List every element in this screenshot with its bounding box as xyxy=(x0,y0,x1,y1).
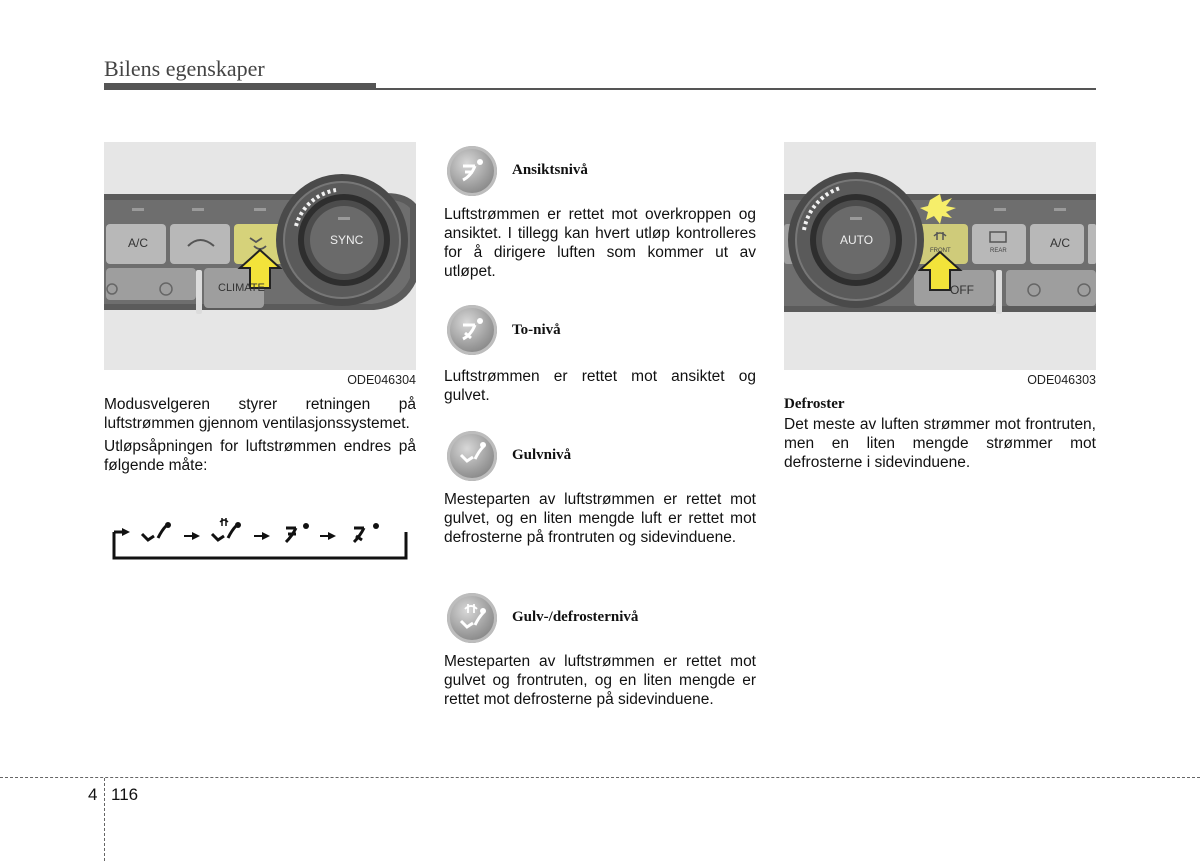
footer-rule xyxy=(0,777,1200,778)
intro-text xyxy=(104,395,416,475)
intro-paragraph-2: Utløpsåpningen for luftstrømmen endres på følgende måte: xyxy=(104,438,416,474)
page-header-title: Bilens egenskaper xyxy=(104,56,265,81)
ac-button-label-right: A/C xyxy=(1050,236,1071,250)
off-button-label: OFF xyxy=(950,283,974,297)
climate-panel-photo-left xyxy=(104,142,416,370)
mode-text-face: Luftstrømmen er rettet mot overkroppen og ansiktet. I tillegg kan hvert utløp kontrolleres for å dirigere luften som kommer ut av utløpet. xyxy=(444,206,756,280)
intro-paragraph-1: Modusvelgeren styrer retningen på luftstrømmen gjennom ventilasjonssystemet. xyxy=(104,396,416,432)
header-rule-thin xyxy=(376,88,1096,90)
bi-level-vent-icon xyxy=(354,523,379,542)
mode-title-floor: Gulvnivå xyxy=(512,447,572,463)
climate-button-label: CLIMATE xyxy=(218,282,265,294)
floor-defrost-vent-icon xyxy=(212,518,241,540)
figure-code-left: ODE046304 xyxy=(347,373,416,387)
footer-vertical-rule xyxy=(104,778,105,861)
header-rule xyxy=(104,83,376,90)
face-vent-icon xyxy=(447,146,497,196)
defroster-text: Det meste av luften strømmer mot frontruten, men en liten mengde strømmer mot defrosterne i sidevinduene. xyxy=(784,416,1096,471)
chapter-number: 4 xyxy=(88,785,98,804)
face-vent-icon xyxy=(286,523,309,542)
mode-text-floor-defrost: Mesteparten av luftstrømmen er rettet mot gulvet og frontruten, og en liten mengde er rettet mot defrosterne på sidevinduene. xyxy=(444,653,756,708)
figure-code-right: ODE046303 xyxy=(1027,373,1096,387)
defroster-title: Defroster xyxy=(784,396,845,412)
rear-defrost-label: REAR xyxy=(990,248,1007,254)
mode-title-floor-defrost: Gulv-/defrosternivå xyxy=(512,609,639,625)
mode-text-bilevel: Luftstrømmen er rettet mot ansiktet og gulvet. xyxy=(444,368,756,404)
mode-title-face: Ansiktsnivå xyxy=(512,162,588,178)
mode-title-bilevel: To-nivå xyxy=(512,322,561,338)
floor-vent-icon xyxy=(447,431,497,481)
front-defrost-label: FRONT xyxy=(930,248,951,254)
mode-sequence-diagram xyxy=(108,516,414,566)
floor-defrost-vent-icon xyxy=(447,593,497,643)
bi-level-vent-icon xyxy=(447,305,497,355)
climate-panel-photo-right xyxy=(784,142,1096,370)
sync-knob-label: SYNC xyxy=(330,233,364,247)
page-number: 116 xyxy=(111,785,139,804)
mode-text-floor: Mesteparten av luftstrømmen er rettet mot gulvet, og en liten mengde luft er rettet mot defrosterne på frontruten og sidevinduene. xyxy=(444,491,756,546)
floor-vent-icon xyxy=(142,522,171,540)
auto-knob-label: AUTO xyxy=(840,233,874,247)
ac-button-label: A/C xyxy=(128,236,149,250)
